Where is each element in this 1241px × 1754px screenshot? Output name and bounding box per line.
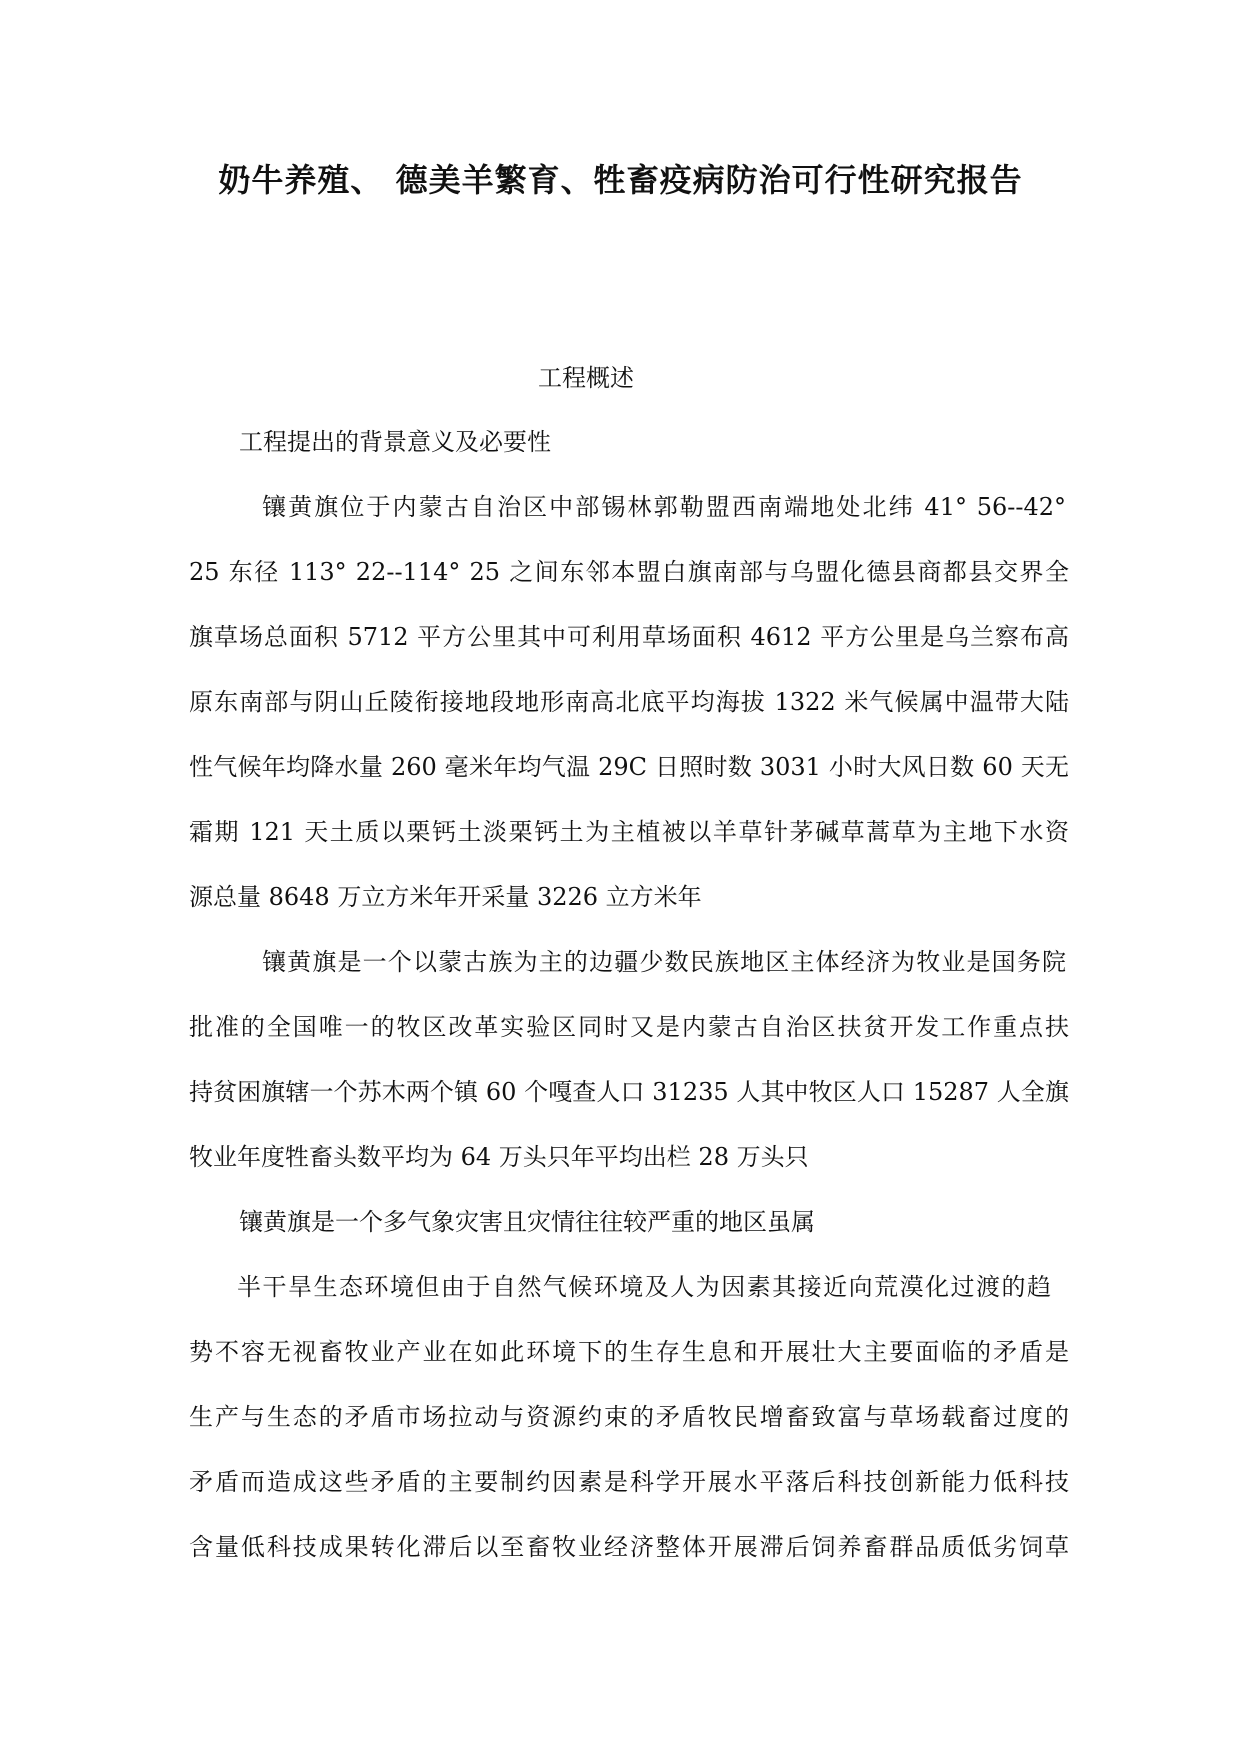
paragraph-line: 源总量 8648 万立方米年开采量 3226 立方米年 xyxy=(189,883,702,911)
paragraph-line: 半干旱生态环境但由于自然气候环境及人为因素其接近向荒漠化过渡的趋 xyxy=(237,1273,1051,1301)
paragraph-line: 生产与生态的矛盾市场拉动与资源约束的矛盾牧民增畜致富与草场载畜过度的 xyxy=(189,1403,1069,1431)
paragraph-line: 镶黄旗是一个以蒙古族为主的边疆少数民族地区主体经济为牧业是国务院 xyxy=(262,948,1066,976)
paragraph-line: 性气候年均降水量 260 毫米年均气温 29C 日照时数 3031 小时大风日数 60 天无 xyxy=(189,753,1069,781)
section-heading: 工程概述 xyxy=(538,364,634,392)
paragraph-line: 镶黄旗是一个多气象灾害且灾情往往较严重的地区虽属 xyxy=(239,1208,815,1236)
paragraph-line: 25 东径 113° 22--114° 25 之间东邻本盟白旗南部与乌盟化德县商都县交界全 xyxy=(189,558,1069,586)
paragraph-line: 含量低科技成果转化滞后以至畜牧业经济整体开展滞后饲养畜群品质低劣饲草 xyxy=(189,1533,1069,1561)
paragraph-line: 批准的全国唯一的牧区改革实验区同时又是内蒙古自治区扶贫开发工作重点扶 xyxy=(189,1013,1069,1041)
paragraph-line: 原东南部与阴山丘陵衔接地段地形南高北底平均海拔 1322 米气候属中温带大陆 xyxy=(189,688,1069,716)
paragraph-line: 矛盾而造成这些矛盾的主要制约因素是科学开展水平落后科技创新能力低科技 xyxy=(189,1468,1069,1496)
paragraph-line: 旗草场总面积 5712 平方公里其中可利用草场面积 4612 平方公里是乌兰察布高 xyxy=(189,623,1069,651)
paragraph-line: 镶黄旗位于内蒙古自治区中部锡林郭勒盟西南端地处北纬 41° 56--42° xyxy=(262,493,1066,521)
paragraph-line: 霜期 121 天土质以栗钙土淡栗钙土为主植被以羊草针茅碱草蒿草为主地下水资 xyxy=(189,818,1069,846)
paragraph-line: 牧业年度牲畜头数平均为 64 万头只年平均出栏 28 万头只 xyxy=(189,1143,809,1171)
paragraph-line: 持贫困旗辖一个苏木两个镇 60 个嘎查人口 31235 人其中牧区人口 15287 人全旗 xyxy=(189,1078,1069,1106)
document-title: 奶牛养殖、 德美羊繁育、牲畜疫病防治可行性研究报告 xyxy=(218,161,1023,199)
paragraph-line: 势不容无视畜牧业产业在如此环境下的生存生息和开展壮大主要面临的矛盾是 xyxy=(189,1338,1069,1366)
subheading: 工程提出的背景意义及必要性 xyxy=(239,428,551,456)
